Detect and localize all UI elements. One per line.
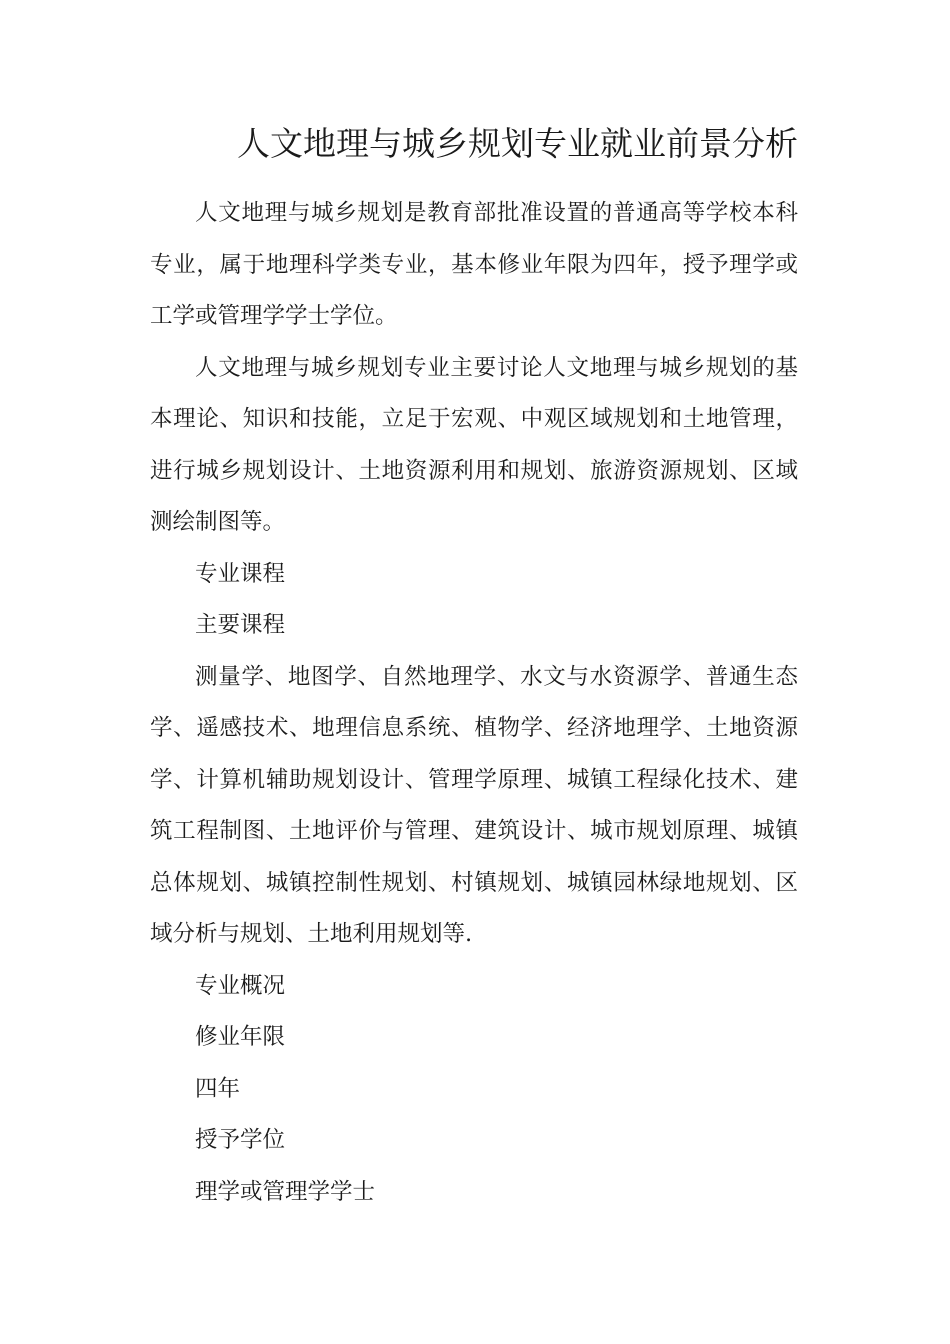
document-title: 人文地理与城乡规划专业就业前景分析 xyxy=(237,124,798,163)
value-degree: 理学或管理学学士 xyxy=(195,1178,376,1205)
section-heading-courses: 专业课程 xyxy=(195,560,286,587)
document-body xyxy=(150,188,798,1218)
section-heading-overview: 专业概况 xyxy=(195,972,286,999)
label-degree: 授予学位 xyxy=(195,1127,286,1153)
label-study-duration: 修业年限 xyxy=(195,1024,286,1050)
value-study-duration: 四年 xyxy=(195,1075,241,1102)
subheading-main-courses: 主要课程 xyxy=(195,612,286,638)
description-paragraph: 人文地理与城乡规划专业主要讨论人文地理与城乡规划的基本理论、知识和技能，立足于宏观、中观区域规划和土地管理，进行城乡规划设计、土地资源利用和规划、旅游资源规划、区域测绘制图等。 xyxy=(150,354,798,535)
intro-paragraph: 人文地理与城乡规划是教育部批准设置的普通高等学校本科专业，属于地理科学类专业，基本修业年限为四年，授予理学或工学或管理学学士学位。 xyxy=(150,200,798,329)
course-list-paragraph: 测量学、地图学、自然地理学、水文与水资源学、普通生态学、遥感技术、地理信息系统、植物学、经济地理学、土地资源学、计算机辅助规划设计、管理学原理、城镇工程绿化技术、建筑工程制图、土地评价与管理、建筑设计、城市规划原理、城镇总体规划、城镇控制性规划、村镇规划、城镇园林绿地规划、区域分析与规划、土地利用规划等. xyxy=(150,663,798,947)
